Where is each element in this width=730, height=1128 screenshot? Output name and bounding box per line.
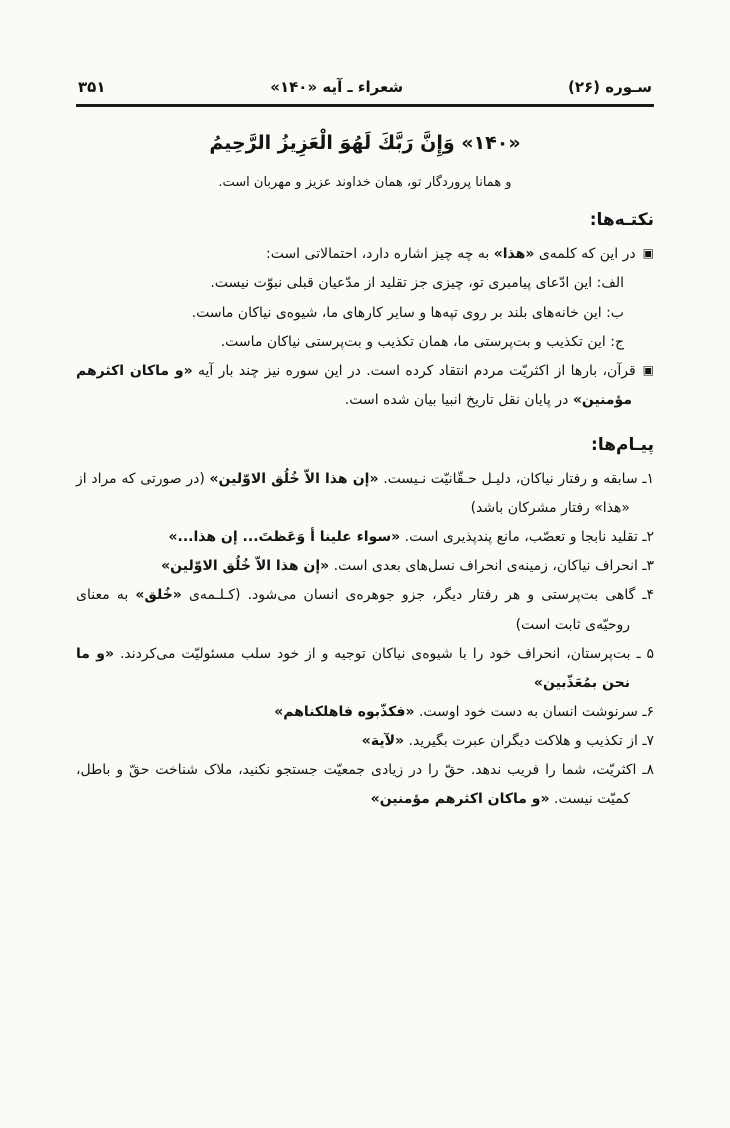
section (76, 210, 654, 415)
sub-paragraph (76, 328, 654, 357)
surah-label: سـوره (۲۶) (567, 78, 652, 96)
note-paragraph (76, 240, 654, 269)
text-run: الف: این ادّعای پیامبری تو، چیزی جز تقلید از مدّعیان قبلی نبوّت نیست. (210, 275, 624, 292)
quran-quote: «لآیة» (361, 732, 405, 749)
message-item (76, 640, 654, 698)
verse-translation: و همانا پروردگار تو، همان خداوند عزیز و مهربان است. (218, 175, 512, 191)
text-run: ۴ـ گاهی بت‌پرستی و هر رفتار دیگر، جزو جوهره‌ی انسان می‌شود. (کـلـمه‌ی (181, 587, 654, 604)
text-run: در این که کلمه‌ی (534, 246, 636, 263)
quran-quote: «فکذّبوه فاهلکناهم» (274, 703, 415, 720)
quran-quote: «و ماکان اکثرهم مؤمنین» (76, 362, 632, 408)
quran-quote: «هذا» (493, 246, 535, 263)
section (76, 435, 654, 814)
text-run: ۸ـ اکثریّت، شما را فریب ندهد. حقّ را در زیادی جمعیّت جستجو نکنید، ملاک شناخت حقّ و باطل، کمیّت نیست. (76, 762, 654, 808)
sub-paragraph (76, 299, 654, 328)
note-paragraph (76, 357, 654, 415)
quran-quote: «إن هذا الاّ خُلُق الاوّلین» (161, 558, 330, 575)
message-item (76, 727, 654, 756)
page-header (76, 78, 654, 104)
header-title: شعراء ـ آیه «۱۴۰» (270, 78, 404, 96)
text-run: به معنای روحیّه‌ی ثابت است) (76, 587, 630, 633)
section-title: پیـام‌ها: (591, 434, 654, 455)
message-item (76, 552, 654, 581)
quran-quote: «سواء علینا أ وَعَظتَ... إن هذا...» (168, 529, 401, 546)
content-sections (76, 210, 654, 814)
text-run: به چه چیز اشاره دارد، احتمالاتی است: (265, 246, 494, 263)
message-item (76, 581, 654, 639)
message-item (76, 523, 654, 552)
quran-quote: «و ما نحن بمُعَذّبین» (76, 645, 630, 691)
text-run: ب: این خانه‌های بلند بر روی تپه‌ها و سایر کارهای ما، شیوه‌ی نیاکان ماست. (191, 304, 624, 321)
text-run: ۶ـ سرنوشت انسان به دست خود اوست. (414, 703, 654, 720)
text-run: قرآن، بارها از اکثریّت مردم انتقاد کرده است. در این سوره نیز چند بار آیه (192, 362, 636, 379)
section-title: نکتـه‌ها: (589, 210, 654, 231)
message-item (76, 465, 654, 523)
quran-quote: «و ماکان اکثرهم مؤمنین» (370, 791, 550, 808)
bullet-square-icon: ▣ (642, 246, 654, 261)
text-run: در پایان نقل تاریخ انبیا بیان شده است. (344, 391, 573, 408)
verse-arabic: «۱۴۰» وَإِنَّ رَبَّكَ لَهُوَ الْعَزِيزُ الرَّحِيمُ (209, 132, 521, 154)
text-run: ۵ ـ بت‌پرستان، انحراف خود را با شیوه‌ی نیاکان توجیه و از خود سلب مسئولیّت می‌کردند. (114, 645, 655, 662)
message-item (76, 698, 654, 727)
text-run: ۷ـ از تکذیب و هلاکت دیگران عبرت بگیرید. (404, 732, 654, 749)
text-run: ج: این تکذیب و بت‌پرستی ما، همان تکذیب و بت‌پرستی نیاکان ماست. (220, 333, 624, 350)
text-run: ۲ـ تقلید نابجا و تعصّب، مانع پندپذیری است. (400, 529, 654, 546)
sub-paragraph (76, 269, 654, 298)
bullet-square-icon: ▣ (642, 362, 654, 377)
text-run: ۳ـ انحراف نیاکان، زمینه‌ی انحراف نسل‌های بعدی است. (329, 558, 654, 575)
message-item (76, 756, 654, 814)
quran-quote: «إن هذا الاّ خُلُق الاوّلین» (209, 470, 379, 487)
text-run: ۱ـ سابقه و رفتار نیاکان، دلیـل حـقّانیّت نـیست. (378, 470, 654, 487)
header-rule (76, 104, 654, 107)
text-run: (در صورتی که مراد از «هذا» رفتار مشرکان باشد) (76, 470, 630, 517)
quran-quote: «خُلق» (135, 587, 182, 604)
page-number: ۳۵۱ (78, 78, 106, 96)
